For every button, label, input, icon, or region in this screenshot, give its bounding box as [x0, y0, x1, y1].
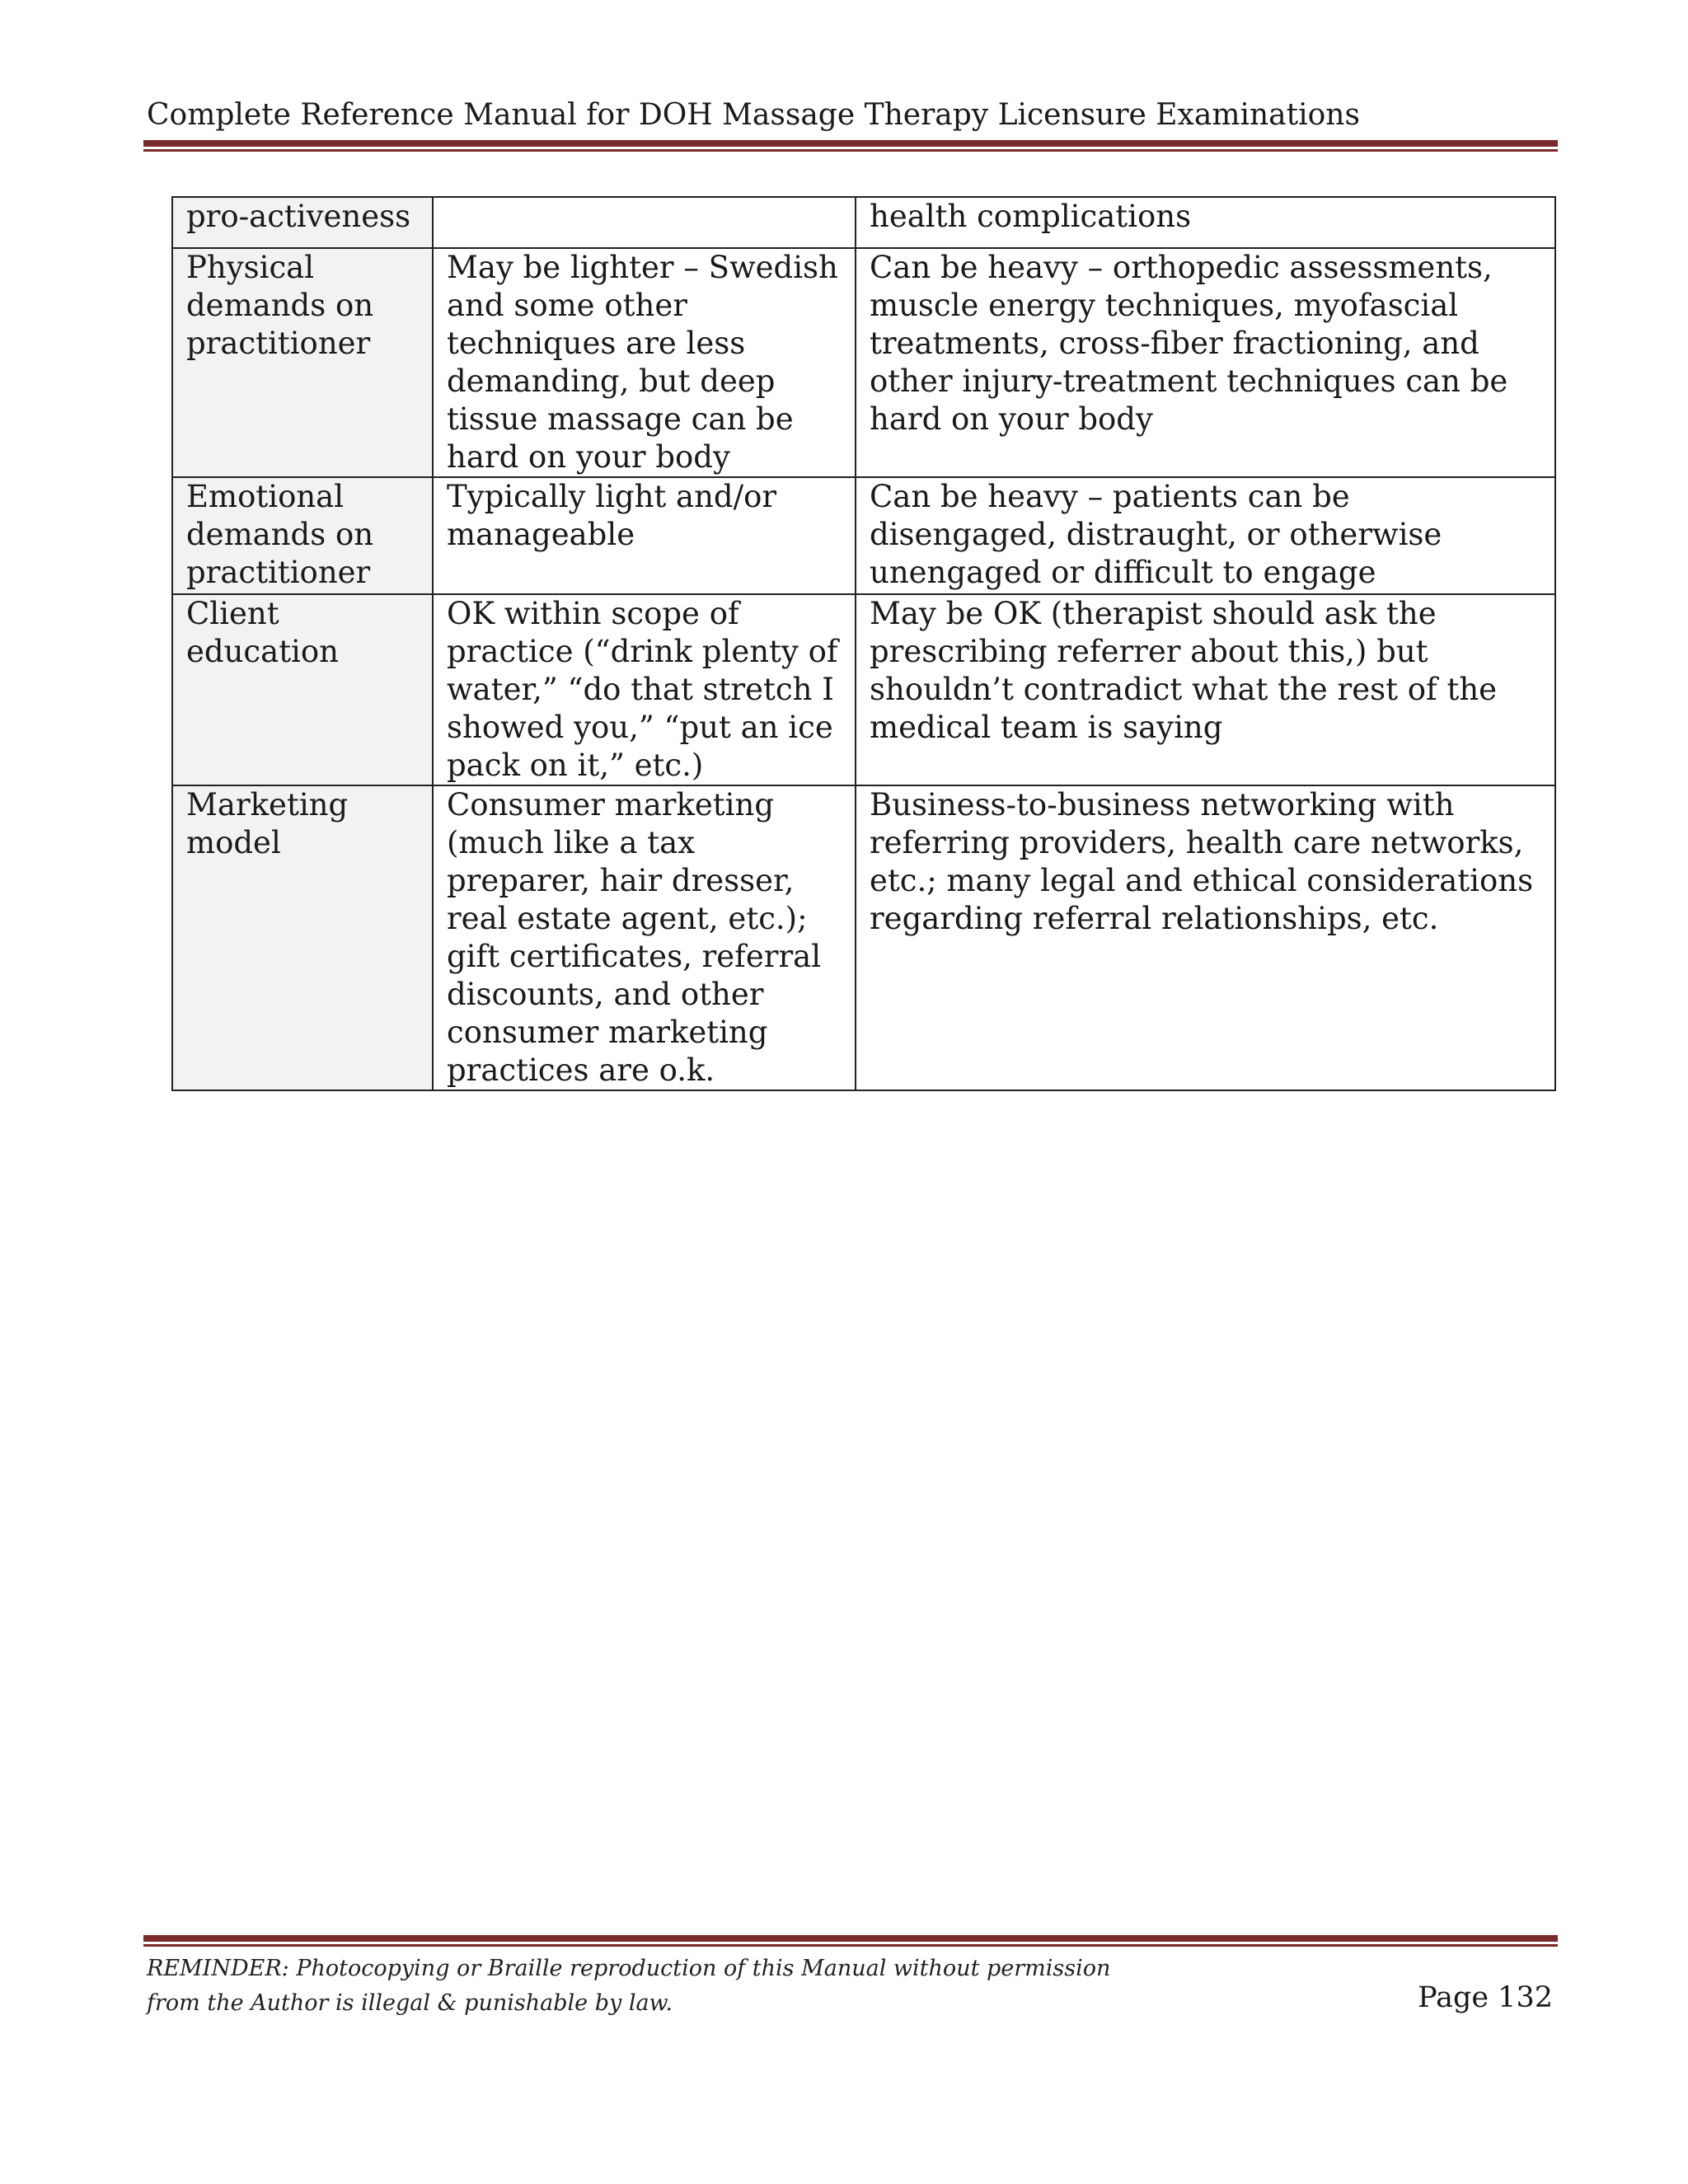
table-cell: health complications [856, 197, 1555, 248]
table-cell: Consumer marketing (much like a tax preparer, hair dresser, real estate agent, etc.); gift certificates, referral discounts, and other consumer marketing practices are o.k. [433, 785, 856, 1090]
table-row [172, 248, 1555, 477]
table-cell: May be OK (therapist should ask the prescribing referrer about this,) but shouldn’t contradict what the rest of the medical team is saying [856, 594, 1555, 785]
row-label-cell: Marketing model [172, 785, 433, 1090]
table-cell: May be lighter – Swedish and some other techniques are less demanding, but deep tissue massage can be hard on your body [433, 248, 856, 477]
table-cell: Can be heavy – patients can be disengaged, distraught, or otherwise unengaged or difficult to engage [856, 477, 1555, 594]
comparison-table [171, 196, 1556, 1091]
copyright-notice [147, 1952, 1110, 2021]
table-cell: Typically light and/or manageable [433, 477, 856, 594]
table-cell [433, 197, 856, 248]
notice-line-1: REMINDER: Photocopying or Braille reproduction of this Manual without permission [147, 1956, 1111, 1981]
page-header-title: Complete Reference Manual for DOH Massage Therapy Licensure Examinations [147, 98, 1360, 132]
page-number: Page 132 [1418, 1981, 1553, 2014]
footer-divider [143, 1935, 1558, 1947]
row-label-cell: Client education [172, 594, 433, 785]
notice-line-2: from the Author is illegal & punishable by law. [147, 1990, 673, 2016]
row-label-cell: Physical demands on practitioner [172, 248, 433, 477]
table-row [172, 477, 1555, 594]
table-cell: OK within scope of practice (“drink plenty of water,” “do that stretch I showed you,” “put an ice pack on it,” etc.) [433, 594, 856, 785]
row-label-cell: pro-activeness [172, 197, 433, 248]
row-label-cell: Emotional demands on practitioner [172, 477, 433, 594]
table-cell: Business-to-business networking with referring providers, health care networks, etc.; many legal and ethical considerations regarding referral relationships, etc. [856, 785, 1555, 1090]
table-cell: Can be heavy – orthopedic assessments, muscle energy techniques, myofascial treatments, cross-fiber fractioning, and other injury-treatment techniques can be hard on your body [856, 248, 1555, 477]
header-divider [143, 140, 1558, 152]
table-row [172, 197, 1555, 248]
table-row [172, 594, 1555, 785]
table-row [172, 785, 1555, 1090]
